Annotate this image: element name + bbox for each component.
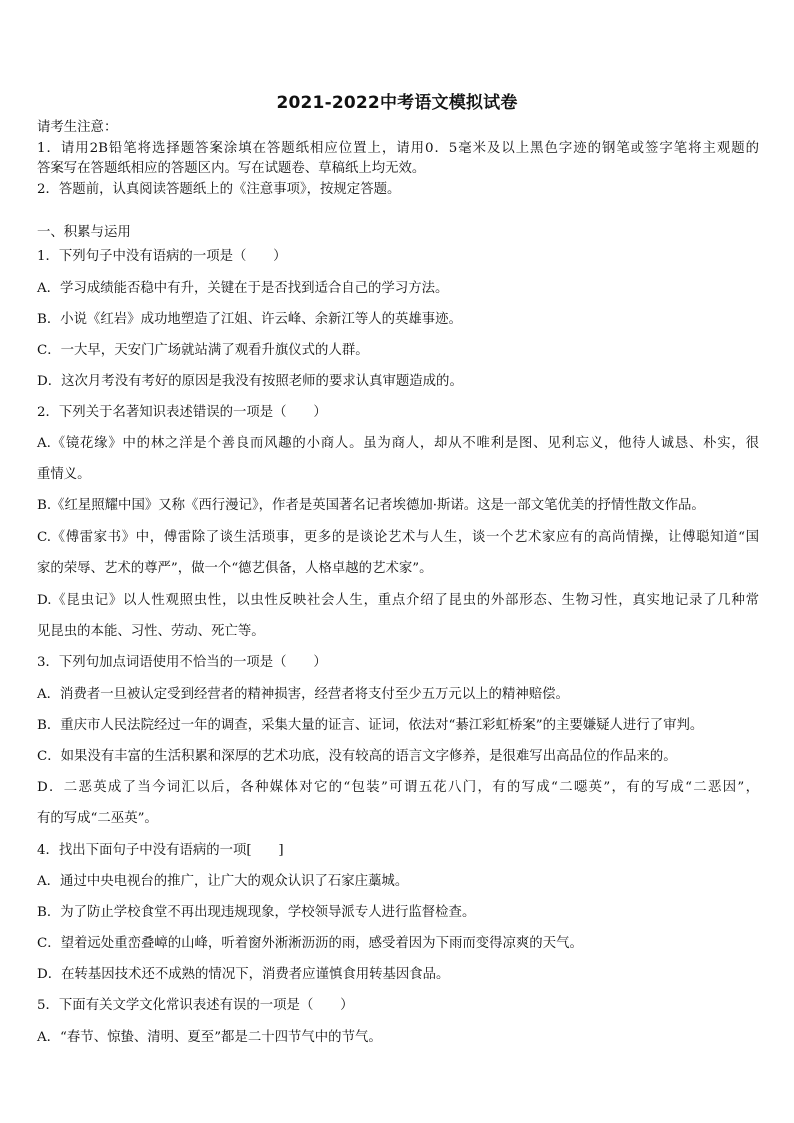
- page-title: 2021-2022中考语文模拟试卷: [276, 93, 518, 113]
- question-2-option-c-line-1: C.《傅雷家书》中，傅雷除了谈生活琐事，更多的是谈论艺术与人生，谈一个艺术家应有的高尚情操，让傅聪知道“国: [37, 530, 759, 545]
- question-3-option-c: C．如果没有丰富的生活积累和深厚的艺术功底，没有较高的语言文字修养，是很难写出高品位的作品来的。: [37, 749, 677, 764]
- question-1-option-b: B．小说《红岩》成功地塑造了江姐、许云峰、余新江等人的英雄事迹。: [37, 312, 462, 327]
- question-2-option-c-line-2: 家的荣辱、艺术的尊严”，做一个“德艺俱备，人格卓越的艺术家”。: [37, 561, 433, 576]
- question-1-stem: 1．下列句子中没有语病的一项是（ ）: [37, 249, 287, 264]
- question-4-option-b: B．为了防止学校食堂不再出现违规现象，学校领导派专人进行监督检查。: [37, 905, 476, 920]
- question-3-stem: 3．下列句加点词语使用不恰当的一项是（ ）: [37, 655, 327, 670]
- question-1-option-a: A．学习成绩能否稳中有升，关键在于是否找到适合自己的学习方法。: [37, 281, 449, 296]
- question-5-option-a: A．“春节、惊蛰、清明、夏至”都是二十四节气中的节气。: [37, 1030, 382, 1045]
- question-4-stem: 4．找出下面句子中没有语病的一项[ ]: [37, 843, 284, 858]
- question-1-option-c: C．一大早，天安门广场就站满了观看升旗仪式的人群。: [37, 343, 369, 358]
- question-1-option-d: D．这次月考没有考好的原因是我没有按照老师的要求认真审题造成的。: [37, 374, 463, 389]
- notice-item-2: 2．答题前，认真阅读答题纸上的《注意事项》，按规定答题。: [37, 182, 401, 197]
- notice-heading: 请考生注意：: [37, 120, 118, 135]
- question-3-option-d-line-1: D．二恶英成了当今词汇以后，各种媒体对它的“包装”可谓五花八门，有的写成“二噁英”，有的写成“二恶因”，: [37, 780, 759, 795]
- question-2-option-b: B.《红星照耀中国》又称《西行漫记》，作者是英国著名记者埃德加·斯诺。这是一部文笔优美的抒情性散文作品。: [37, 498, 705, 513]
- question-2-option-a-line-1: A.《镜花缘》中的林之洋是个善良而风趣的小商人。虽为商人，却从不唯利是图、见利忘义，他待人诚恳、朴实，很: [37, 436, 759, 451]
- question-2-option-d-line-2: 见昆虫的本能、习性、劳动、死亡等。: [37, 624, 265, 639]
- question-5-stem: 5．下面有关文学文化常识表述有误的一项是（ ）: [37, 998, 354, 1013]
- question-3-option-a: A．消费者一旦被认定受到经营者的精神损害，经营者将支付至少五万元以上的精神赔偿。: [37, 687, 569, 702]
- question-3-option-d-line-2: 有的写成“二巫英”。: [37, 811, 158, 826]
- notice-item-1-line-1: 1．请用2B铅笔将选择题答案涂填在答题纸相应位置上，请用0．5毫米及以上黑色字迹的钢笔或签字笔将主观题的: [37, 141, 759, 156]
- question-4-option-c: C．望着远处重峦叠嶂的山峰，听着窗外淅淅沥沥的雨，感受着因为下雨而变得凉爽的天气。: [37, 936, 583, 951]
- question-3-option-b: B．重庆市人民法院经过一年的调查，采集大量的证言、证词，依法对“綦江彩虹桥案”的主要嫌疑人进行了审判。: [37, 718, 704, 733]
- question-2-stem: 2．下列关于名著知识表述错误的一项是（ ）: [37, 405, 327, 420]
- question-4-option-d: D．在转基因技术还不成熟的情况下，消费者应谨慎食用转基因食品。: [37, 967, 450, 982]
- question-4-option-a: A．通过中央电视台的推广，让广大的观众认识了石家庄藁城。: [37, 874, 409, 889]
- notice-item-1-line-2: 答案写在答题纸相应的答题区内。写在试题卷、草稿纸上均无效。: [37, 161, 426, 176]
- section-heading: 一、积累与运用: [37, 225, 131, 240]
- question-2-option-a-line-2: 重情义。: [37, 467, 91, 482]
- question-2-option-d-line-1: D.《昆虫记》以人性观照虫性，以虫性反映社会人生，重点介绍了昆虫的外部形态、生物习性，真实地记录了几种常: [37, 593, 759, 608]
